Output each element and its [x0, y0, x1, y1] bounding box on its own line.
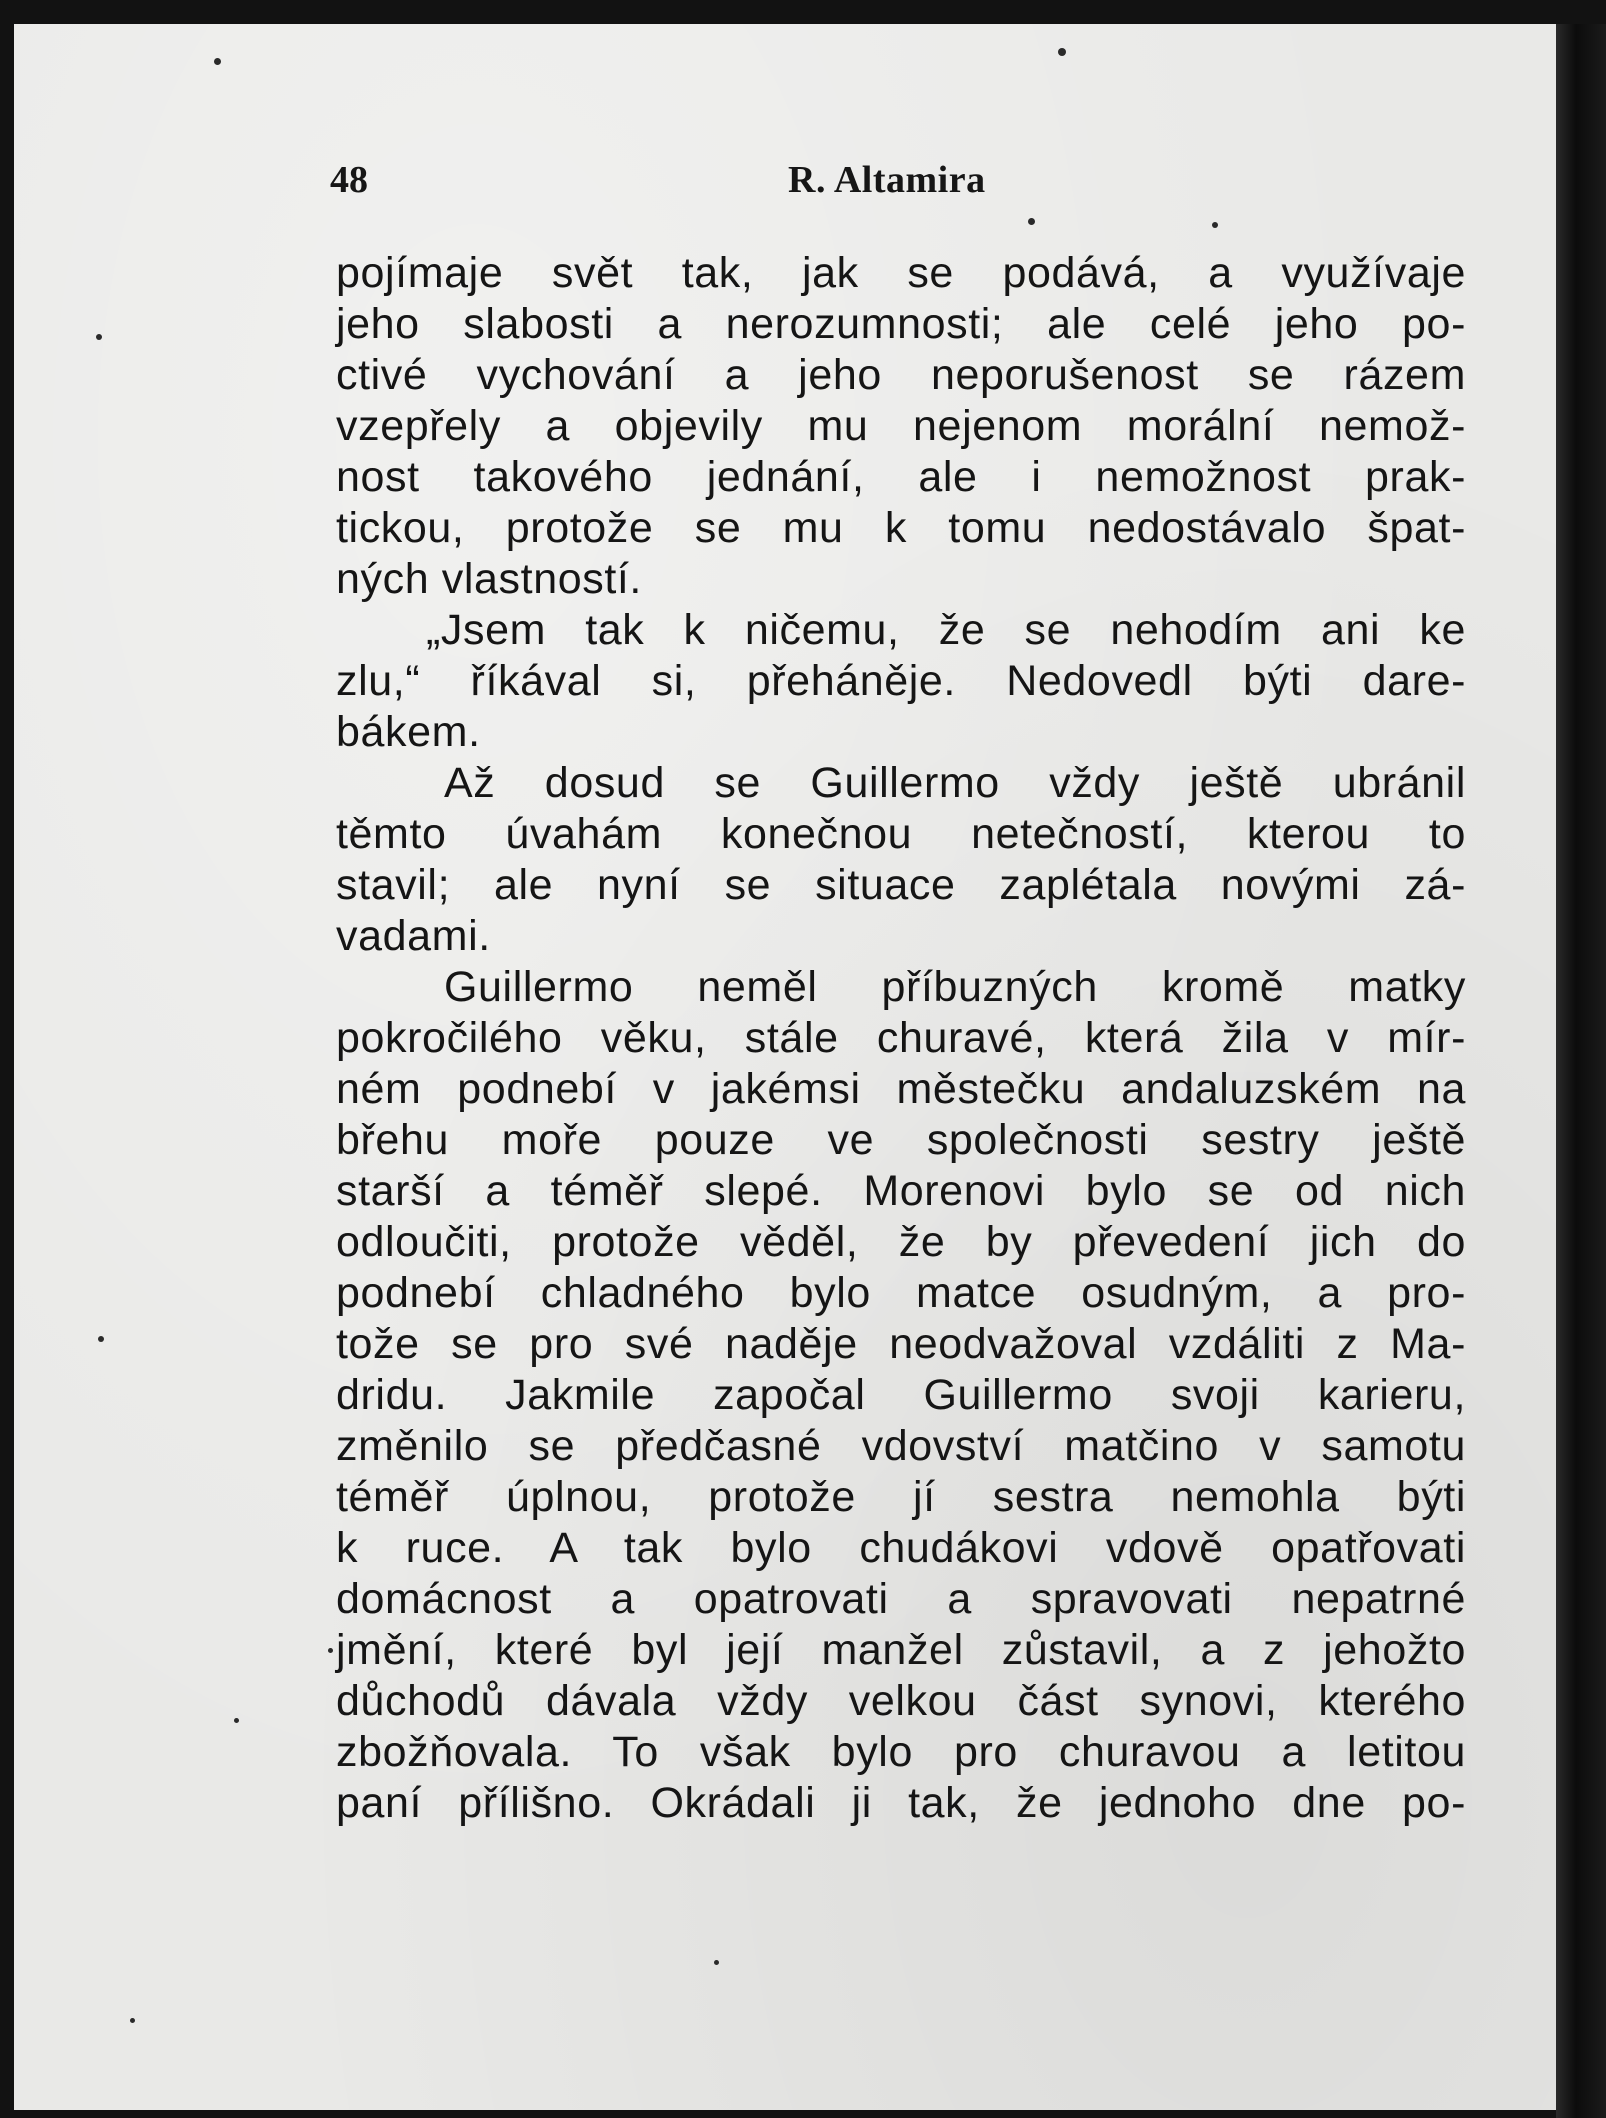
- page-number: 48: [330, 159, 368, 201]
- text-line: změnilo se předčasné vdovství matčino v samotu: [336, 1422, 1466, 1470]
- text-line: břehu moře pouze ve společnosti sestry ještě: [336, 1116, 1466, 1164]
- scan-speck: [1212, 222, 1218, 228]
- text-line: Guillermo neměl příbuzných kromě matky: [444, 963, 1466, 1011]
- text-line: vadami.: [336, 912, 491, 960]
- text-line: ném podnebí v jakémsi městečku andaluzském na: [336, 1065, 1466, 1113]
- text-line: starší a téměř slepé. Morenovi bylo se od nich: [336, 1167, 1466, 1215]
- text-line: stavil; ale nyní se situace zaplétala novými zá-: [336, 861, 1466, 909]
- page-header: [330, 150, 1460, 210]
- text-line: ných vlastností.: [336, 555, 642, 603]
- text-line: téměř úplnou, protože jí sestra nemohla býti: [336, 1473, 1466, 1521]
- text-line: důchodů dávala vždy velkou část synovi, kterého: [336, 1677, 1466, 1725]
- text-line: jeho slabosti a nerozumnosti; ale celé jeho po-: [336, 300, 1466, 348]
- text-line: tickou, protože se mu k tomu nedostávalo špat-: [336, 504, 1466, 552]
- scan-speck: [1058, 48, 1066, 56]
- text-line: vzepřely a objevily mu nejenom morální nemož-: [336, 402, 1466, 450]
- scan-speck: [214, 58, 221, 65]
- text-line: pojímaje svět tak, jak se podává, a využívaje: [336, 249, 1466, 297]
- text-line: paní přílišno. Okrádali ji tak, že jednoho dne po-: [336, 1779, 1466, 1827]
- text-line: domácnost a opatrovati a spravovati nepatrné: [336, 1575, 1466, 1623]
- text-line: dridu. Jakmile započal Guillermo svoji karieru,: [336, 1371, 1466, 1419]
- scan-speck: [328, 1648, 333, 1653]
- scan-speck: [714, 1960, 719, 1965]
- text-line: jmění, které byl její manžel zůstavil, a z jehožto: [336, 1626, 1466, 1674]
- text-line: zbožňovala. To však bylo pro churavou a letitou: [336, 1728, 1466, 1776]
- text-line: nost takového jednání, ale i nemožnost prak-: [336, 453, 1466, 501]
- text-line: těmto úvahám konečnou netečností, kterou to: [336, 810, 1466, 858]
- text-line: „Jsem tak k ničemu, že se nehodím ani ke: [426, 606, 1466, 654]
- text-line: zlu,“ říkával si, přeháněje. Nedovedl býti dare-: [336, 657, 1466, 705]
- text-line: Až dosud se Guillermo vždy ještě ubránil: [444, 759, 1466, 807]
- text-line: tože se pro své naděje neodvažoval vzdáliti z Ma-: [336, 1320, 1466, 1368]
- scan-speck: [96, 334, 102, 340]
- text-line: pokročilého věku, stále churavé, která žila v mír-: [336, 1014, 1466, 1062]
- text-line: bákem.: [336, 708, 481, 756]
- text-line: podnebí chladného bylo matce osudným, a pro-: [336, 1269, 1466, 1317]
- body-text: [336, 248, 1466, 1829]
- page-gutter-shadow: [1556, 24, 1606, 2118]
- running-head: R. Altamira: [788, 159, 986, 201]
- text-line: odloučiti, protože věděl, že by převedení jich do: [336, 1218, 1466, 1266]
- scan-speck: [234, 1718, 239, 1723]
- scan-speck: [130, 2018, 135, 2023]
- text-line: ctivé vychování a jeho neporušenost se rázem: [336, 351, 1466, 399]
- text-line: k ruce. A tak bylo chudákovi vdově opatřovati: [336, 1524, 1466, 1572]
- scan-speck: [1028, 218, 1035, 225]
- scan-speck: [98, 1336, 104, 1342]
